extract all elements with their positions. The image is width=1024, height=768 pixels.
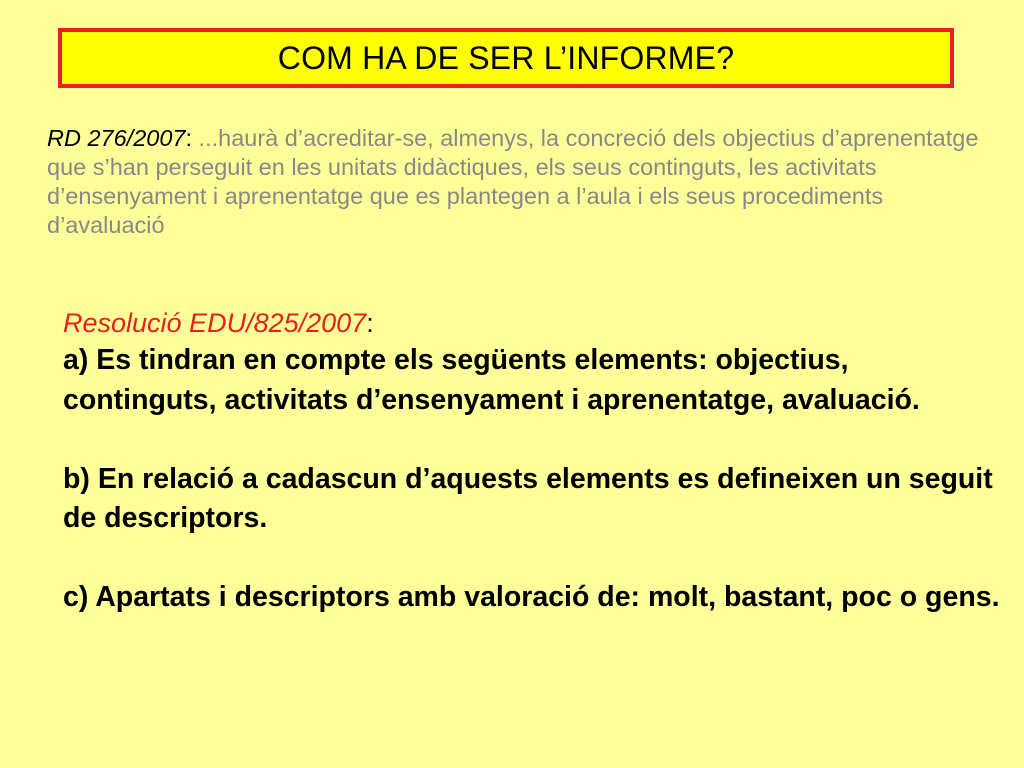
- resolution-reference: Resolució EDU/825/2007: [63, 308, 367, 338]
- resolution-section: [63, 305, 1008, 618]
- rd-reference: RD 276/2007: [47, 125, 186, 151]
- rd-quote: ...haurà d’acreditar-se, almenys, la concreció dels objectius d’aprenentatge que s’han perseguit en les unitats didàctiques, els seus continguts, les activitats d’ensenyament i aprenentatge que es plantegen a l’aula i els seus procediments d’avaluació: [47, 125, 979, 238]
- rd-paragraph: [47, 124, 1007, 240]
- title-banner: [58, 28, 954, 88]
- resolution-item-b: b) En relació a cadascun d’aquests elements es defineixen un seguit de descriptors.: [63, 462, 993, 534]
- resolution-heading: [63, 305, 1008, 341]
- resolution-item-c: c) Apartats i descriptors amb valoració de: molt, bastant, poc o gens.: [63, 581, 1000, 613]
- resolution-item-a: a) Es tindran en compte els següents elements: objectius, continguts, activitats d’ensenyament i aprenentatge, avaluació.: [63, 344, 920, 416]
- page-title: COM HA DE SER L’INFORME?: [277, 39, 735, 76]
- resolution-separator: :: [366, 308, 374, 338]
- rd-separator: :: [185, 125, 193, 151]
